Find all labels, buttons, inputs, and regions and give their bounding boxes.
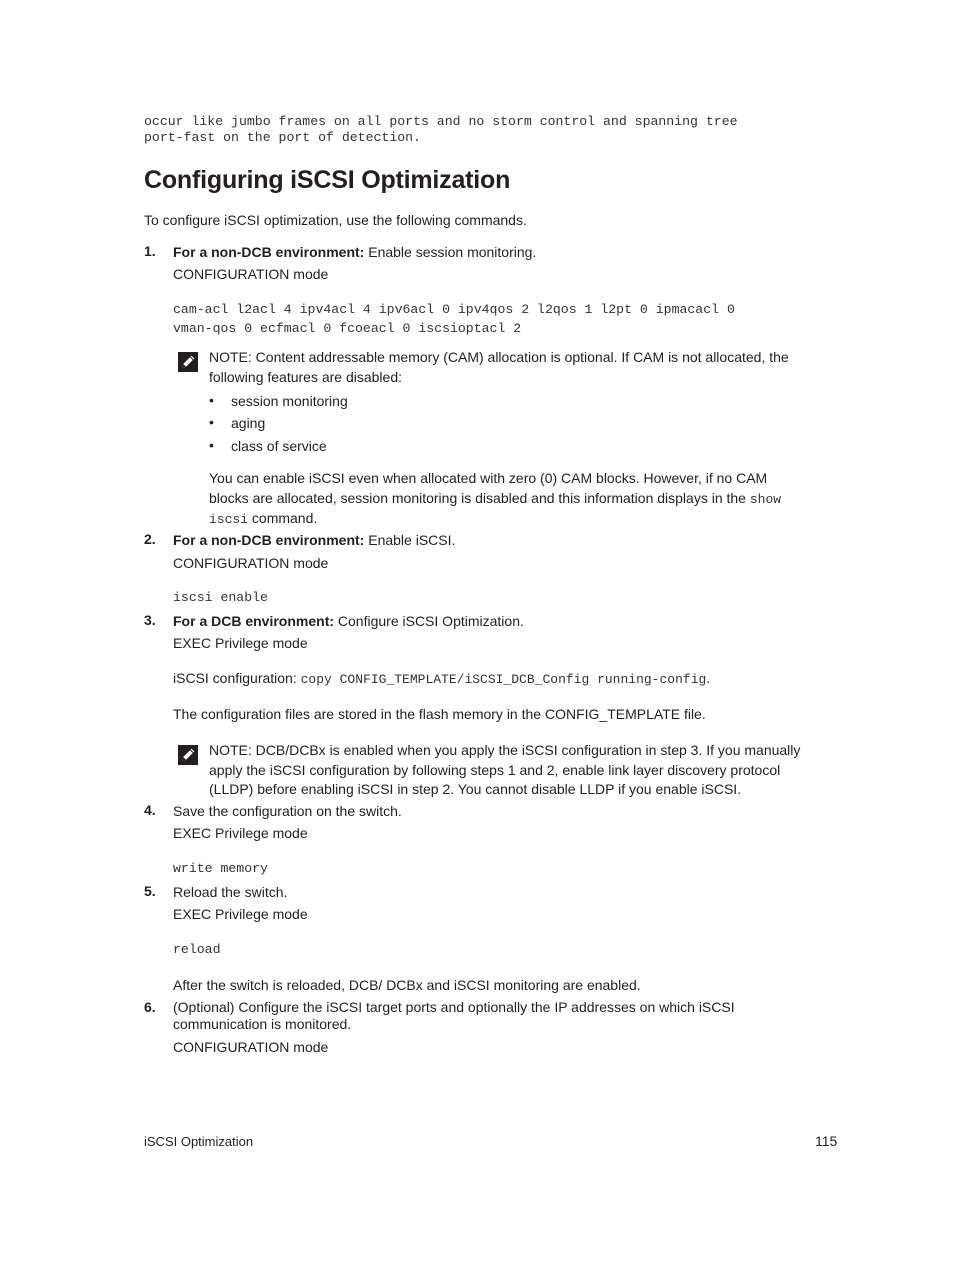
list-item: aging xyxy=(231,415,266,431)
step-text xyxy=(173,243,536,263)
bullet-marker: • xyxy=(209,392,214,408)
pencil-icon xyxy=(177,351,199,373)
step-text xyxy=(173,999,735,1033)
note-paragraph xyxy=(209,469,839,530)
note-line: apply the iSCSI configuration by following steps 1 and 2, enable link layer discovery protocol xyxy=(209,761,781,778)
step-mode: EXEC Privilege mode xyxy=(173,906,308,922)
step-line: communication is monitored. xyxy=(173,1016,352,1032)
note-line: blocks are allocated, session monitoring is disabled and this information displays in the xyxy=(209,489,750,506)
code-block: write memory xyxy=(173,861,268,876)
step-text xyxy=(173,531,455,551)
inline-code: show xyxy=(749,491,782,507)
note-line: command. xyxy=(248,510,318,526)
step-mode: CONFIGURATION mode xyxy=(173,555,329,571)
note-text xyxy=(209,348,839,387)
step-mode: EXEC Privilege mode xyxy=(173,635,308,651)
files-text: The configuration files are stored in the flash memory in the CONFIG_TEMPLATE file. xyxy=(173,706,706,722)
after-text: After the switch is reloaded, DCB/ DCBx and iSCSI monitoring are enabled. xyxy=(173,977,641,993)
inline-code: iscsi xyxy=(209,512,249,527)
code-block: reload xyxy=(173,942,221,957)
step-number: 2. xyxy=(144,531,156,547)
list-item: class of service xyxy=(231,438,327,454)
note-line: Content addressable memory (CAM) allocation is optional. If CAM is not allocated, the xyxy=(251,349,789,365)
step-text: Save the configuration on the switch. xyxy=(173,803,402,819)
step-bold: For a non-DCB environment: xyxy=(173,244,365,260)
list-item: session monitoring xyxy=(231,393,348,409)
step-bold: For a non-DCB environment: xyxy=(173,532,365,548)
step-bold: For a DCB environment: xyxy=(173,613,335,629)
code-line: cam-acl l2acl 4 ipv4acl 4 ipv6acl 0 ipv4qos 2 l2qos 1 l2pt 0 ipmacacl 0 xyxy=(173,302,735,317)
note-line: following features are disabled: xyxy=(209,368,403,385)
bullet-marker: • xyxy=(209,437,214,453)
step-text xyxy=(173,612,524,632)
step-desc: Enable session monitoring. xyxy=(364,244,537,260)
page-number: 115 xyxy=(815,1133,838,1149)
step-number: 4. xyxy=(144,802,156,818)
step-mode: CONFIGURATION mode xyxy=(173,266,329,282)
step-number: 3. xyxy=(144,612,156,628)
inline-code: copy CONFIG_TEMPLATE/iSCSI_DCB_Config running-config xyxy=(300,672,707,687)
code-line: occur like jumbo frames on all ports and no storm control and spanning tree xyxy=(144,114,738,129)
step-desc: Enable iSCSI. xyxy=(364,532,456,548)
step-mode: EXEC Privilege mode xyxy=(173,825,308,841)
code-block: iscsi enable xyxy=(173,590,268,605)
code-line: vman-qos 0 ecfmacl 0 fcoeacl 0 iscsioptacl 2 xyxy=(173,320,522,336)
config-label: iSCSI configuration: xyxy=(173,670,301,686)
step-number: 5. xyxy=(144,883,156,899)
step-number: 6. xyxy=(144,999,156,1015)
step-line: (Optional) Configure the iSCSI target ports and optionally the IP addresses on which iSCSI xyxy=(173,999,735,1015)
step-desc: Configure iSCSI Optimization. xyxy=(334,613,524,629)
note-line: You can enable iSCSI even when allocated with zero (0) CAM blocks. However, if no CAM xyxy=(209,470,768,486)
footer-section: iSCSI Optimization xyxy=(144,1134,254,1149)
code-block xyxy=(173,301,735,338)
note-line: DCB/DCBx is enabled when you apply the iSCSI configuration in step 3. If you manually xyxy=(251,742,801,758)
note-label: NOTE: xyxy=(209,742,252,758)
step-text: Reload the switch. xyxy=(173,884,288,900)
bullet-marker: • xyxy=(209,414,214,430)
intro-text: To configure iSCSI optimization, use the following commands. xyxy=(144,212,527,228)
pencil-icon xyxy=(177,744,199,766)
note-text xyxy=(209,741,849,800)
step-number: 1. xyxy=(144,243,156,259)
note-line: (LLDP) before enabling iSCSI in step 2. You cannot disable LLDP if you enable iSCSI. xyxy=(209,781,742,797)
page-title: Configuring iSCSI Optimization xyxy=(144,166,511,194)
note-label: NOTE: xyxy=(209,349,252,365)
step-mode: CONFIGURATION mode xyxy=(173,1039,329,1055)
code-line: port-fast on the port of detection. xyxy=(144,129,421,145)
config-line xyxy=(173,669,710,690)
top-code-block xyxy=(144,114,738,145)
config-end: . xyxy=(706,670,711,686)
